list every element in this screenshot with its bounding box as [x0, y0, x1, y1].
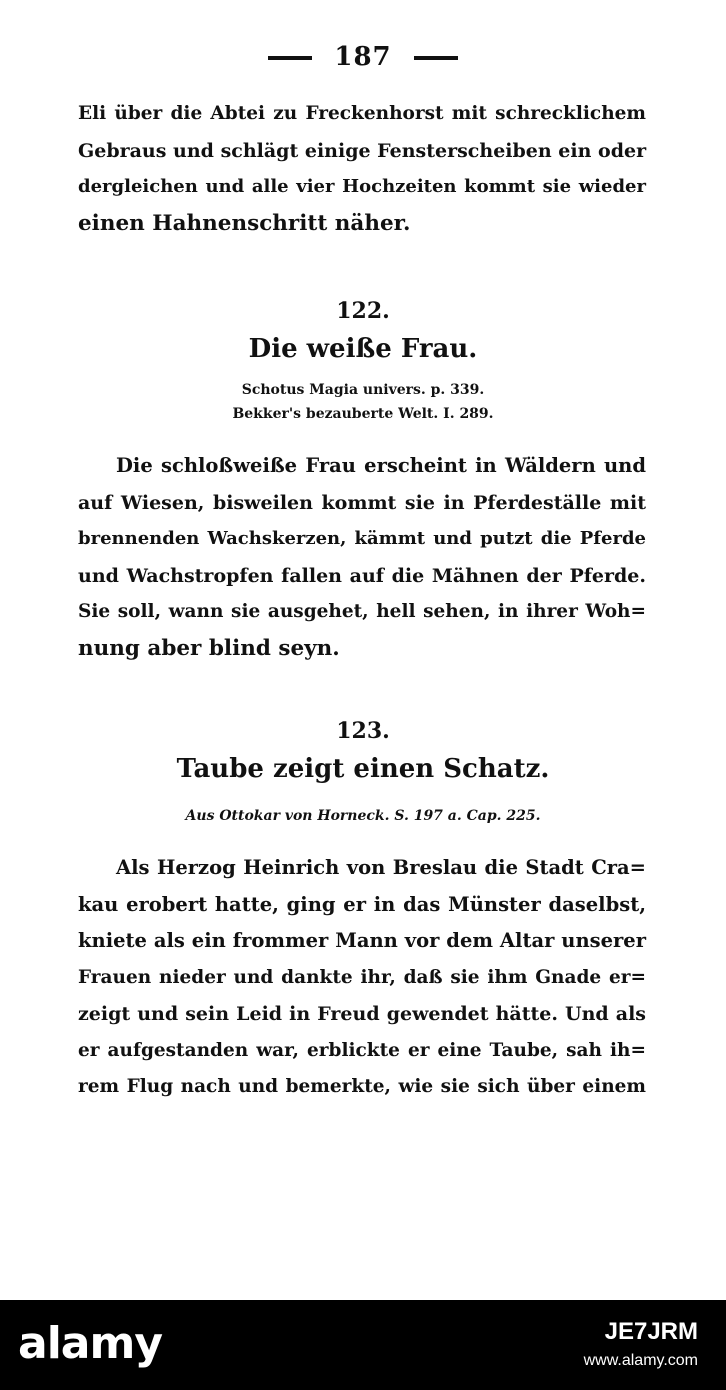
section-123-title: Taube zeigt einen Schatz. [176, 754, 550, 784]
left-dash [268, 56, 312, 60]
right-dash [414, 56, 458, 60]
s123-line-7: rem Flug nach und bemerkte, wie sie sich über einem [78, 1076, 646, 1097]
s122-line-6: nung aber blind seyn. [78, 635, 340, 661]
s122-line-4: und Wachstropfen fallen auf die Mähnen der Pferde. [78, 564, 646, 587]
site-url: www.alamy.com [583, 1352, 698, 1369]
intro-line-3: dergleichen und alle vier Hochzeiten kommt sie wieder [78, 176, 646, 197]
s123-line-5: zeigt und sein Leid in Freud gewendet hätte. Und als [78, 1003, 646, 1025]
watermark-footer [0, 1300, 726, 1390]
s122-line-2: auf Wiesen, bisweilen kommt sie in Pferdeställe mit [78, 491, 646, 514]
section-122-source-1: Schotus Magia univers. p. 339. [241, 382, 485, 398]
page-number: 187 [334, 42, 392, 72]
intro-line-1: Eli über die Abtei zu Freckenhorst mit schrecklichem [78, 103, 646, 124]
section-123-source: Aus Ottokar von Horneck. S. 197 a. Cap. 225. [185, 808, 541, 824]
section-123-paragraph [78, 850, 646, 1106]
brand-logo: alamy [18, 1318, 162, 1369]
section-122-paragraph [78, 448, 646, 667]
s123-line-1: Als Herzog Heinrich von Breslau die Stadt Cra= [116, 856, 646, 879]
image-id: JE7JRM [604, 1318, 698, 1345]
intro-line-2: Gebraus und schlägt einige Fensterscheiben ein oder [78, 139, 647, 162]
section-122-source-2: Bekker's bezauberte Welt. I. 289. [232, 406, 494, 422]
intro-paragraph [78, 96, 646, 242]
page-number-header [0, 42, 726, 72]
section-122-number: 122. [336, 298, 390, 324]
section-122-title: Die weiße Frau. [248, 334, 478, 364]
s122-line-3: brennenden Wachskerzen, kämmt und putzt die Pferde [78, 528, 646, 549]
section-123-number: 123. [336, 718, 390, 744]
s123-line-4: Frauen nieder und dankte ihr, daß sie ihm Gnade er= [78, 966, 646, 988]
s122-line-1: Die schloßweiße Frau erscheint in Wäldern und [116, 454, 646, 477]
s123-line-3: kniete als ein frommer Mann vor dem Altar unserer [78, 929, 646, 952]
s122-line-5: Sie soll, wann sie ausgehet, hell sehen, in ihrer Woh= [78, 601, 646, 622]
s123-line-2: kau erobert hatte, ging er in das Münster daselbst, [78, 892, 646, 916]
s123-line-6: er aufgestanden war, erblickte er eine Taube, sah ih= [78, 1039, 646, 1061]
intro-line-4: einen Hahnenschritt näher. [78, 210, 411, 236]
